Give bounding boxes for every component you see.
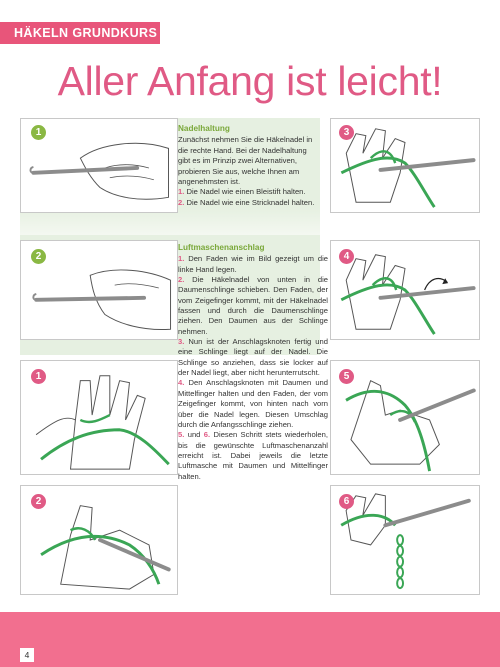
step-badge: 2 [31,249,46,264]
item-number: 2. [178,197,185,207]
page-title: Aller Anfang ist leicht! [57,58,443,104]
list-item [178,187,320,197]
step-item [178,337,328,378]
section-heading: Luftmaschenanschlag [178,243,265,252]
footer-band [0,612,500,667]
step-badge: 1 [31,125,46,140]
illustration-step-5 [330,360,480,475]
step-number: 2. [178,275,185,285]
step-item [178,275,328,337]
list-item [178,198,320,208]
section-label: HÄKELN GRUNDKURS [0,22,160,44]
item-text: Die Nadel wie eine Stricknadel halten. [186,197,315,207]
step-number: 6. [203,430,211,440]
step-number: 4. [178,378,185,388]
step-number: 1. [178,254,185,264]
step-number: 3. [178,337,185,347]
step-text: und [187,430,201,440]
item-text: Die Nadel wie einen Bleistift halten. [186,187,306,197]
step-item [178,254,328,275]
step-text: Nun ist der Anschlagsknoten fertig und eine Schlinge liegt auf der Nadel. Die Schlinge so anziehen, dass sie locker auf der Nadel liegt, aber nicht herunterrutscht. [178,337,328,378]
nadelhaltung-text [178,124,320,208]
step-text: Den Anschlagsknoten mit Daumen und Mittelfinger halten und den Faden, der vom Zeigefinger kommt, von hinten nach vorn über die Nadel legen. Diesen Umschlag durch die Anfangsschlinge ziehen. [178,378,328,429]
step-item [178,378,328,430]
step-text: Die Häkelnadel von unten in die Daumenschlinge schieben. Den Faden, der vom Zeigefinger kommt, mit der Häkelnadel fassen und durch die Daumenschlinge ziehen. Den Daumen aus der Schlinge nehmen. [178,275,328,336]
illustration-step-4 [330,240,480,340]
illustration-step-6 [330,485,480,595]
step-text: Diesen Schritt stets wiederholen, bis die gewünschte Luftmaschenanzahl erreicht ist. Dabei jeweils die letzte Luftmasche mit Daumen und Mittelfinger halten. [178,430,328,481]
illustration-knife-grip [20,240,178,340]
step-text: Den Faden wie im Bild gezeigt um die linke Hand legen. [178,254,328,274]
page-number: 4 [20,648,34,662]
luftmaschen-text [178,243,328,482]
step-item [178,430,328,482]
step-badge: 2 [31,494,46,509]
step-badge: 1 [31,369,46,384]
illustration-thumb-loop [20,485,178,595]
illustration-pencil-grip [20,118,178,213]
illustration-yarn-hand [20,360,178,475]
step-badge: 6 [339,494,354,509]
item-number: 1. [178,187,185,197]
paragraph: Zunächst nehmen Sie die Häkelnadel in die rechte Hand. Bei der Nadelhaltung gibt es im Prinzip zwei Alternativen, probieren Sie aus, welche Ihnen am angenehmsten ist. [178,135,313,187]
step-badge: 3 [339,125,354,140]
step-badge: 4 [339,249,354,264]
step-number: 5. [178,430,185,440]
step-badge: 5 [339,369,354,384]
illustration-step-3 [330,118,480,213]
section-heading: Nadelhaltung [178,124,230,133]
